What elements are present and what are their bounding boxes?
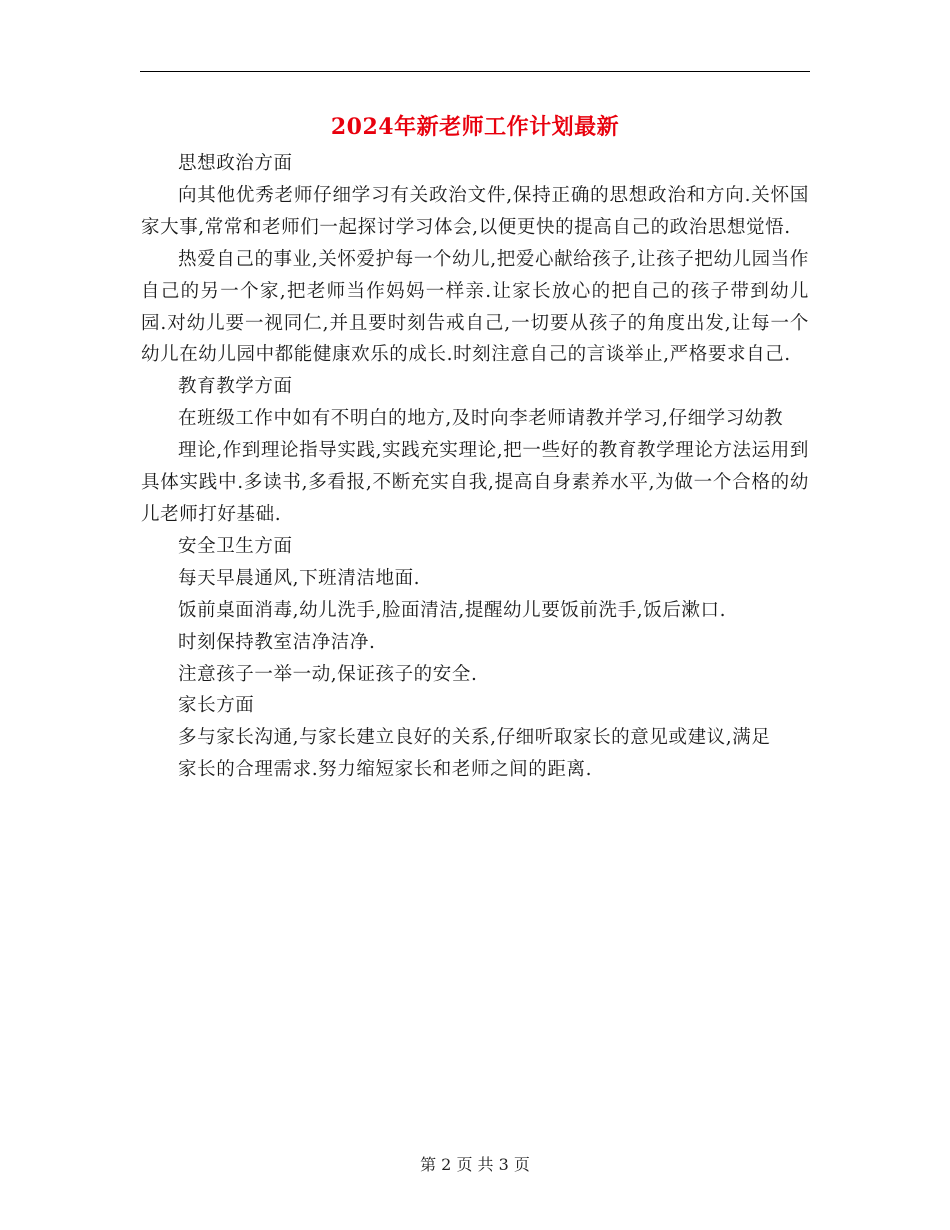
header-rule (140, 71, 810, 72)
section-heading-politics: 思想政治方面 (178, 153, 293, 174)
paragraph: 热爱自己的事业,关怀爱护每一个幼儿,把爱心献给孩子,让孩子把幼儿园当作自己的另一个家,把老师当作妈妈一样亲.让家长放心的把自己的孩子带到幼儿园.对幼儿要一视同仁,并且要时刻告戒自己,一切要从孩子的角度出发,让每一个幼儿在幼儿园中都能健康欢乐的成长.时刻注意自己的言谈举止,严格要求自己. (141, 248, 809, 366)
paragraph: 饭前桌面消毒,幼儿洗手,脸面清洁,提醒幼儿要饭前洗手,饭后漱口. (178, 599, 727, 621)
paragraph: 注意孩子一举一动,保证孩子的安全. (178, 663, 478, 685)
paragraph: 时刻保持教室洁净洁净. (178, 631, 376, 653)
section-heading-safety: 安全卫生方面 (178, 535, 293, 557)
document-title: 2024年新老师工作计划最新 (330, 114, 620, 140)
paragraph: 多与家长沟通,与家长建立良好的关系,仔细听取家长的意见或建议,满足 (178, 727, 771, 749)
paragraph: 家长的合理需求.努力缩短家长和老师之间的距离. (178, 759, 593, 781)
paragraph: 向其他优秀老师仔细学习有关政治文件,保持正确的思想政治和方向.关怀国家大事,常常和老师们一起探讨学习体会,以便更快的提高自己的政治思想觉悟. (141, 184, 809, 238)
page-number: 第 2 页 共 3 页 (420, 1155, 530, 1174)
paragraph: 每天早晨通风,下班清洁地面. (178, 567, 421, 589)
paragraph: 在班级工作中如有不明白的地方,及时向李老师请教并学习,仔细学习幼教 (178, 408, 784, 430)
document-body (141, 148, 809, 786)
section-heading-teaching: 教育教学方面 (178, 376, 293, 398)
paragraph: 理论,作到理论指导实践,实践充实理论,把一些好的教育教学理论方法运用到具体实践中.多读书,多看报,不断充实自我,提高自身素养水平,为做一个合格的幼儿老师打好基础. (141, 440, 809, 525)
section-heading-parents: 家长方面 (178, 695, 255, 717)
